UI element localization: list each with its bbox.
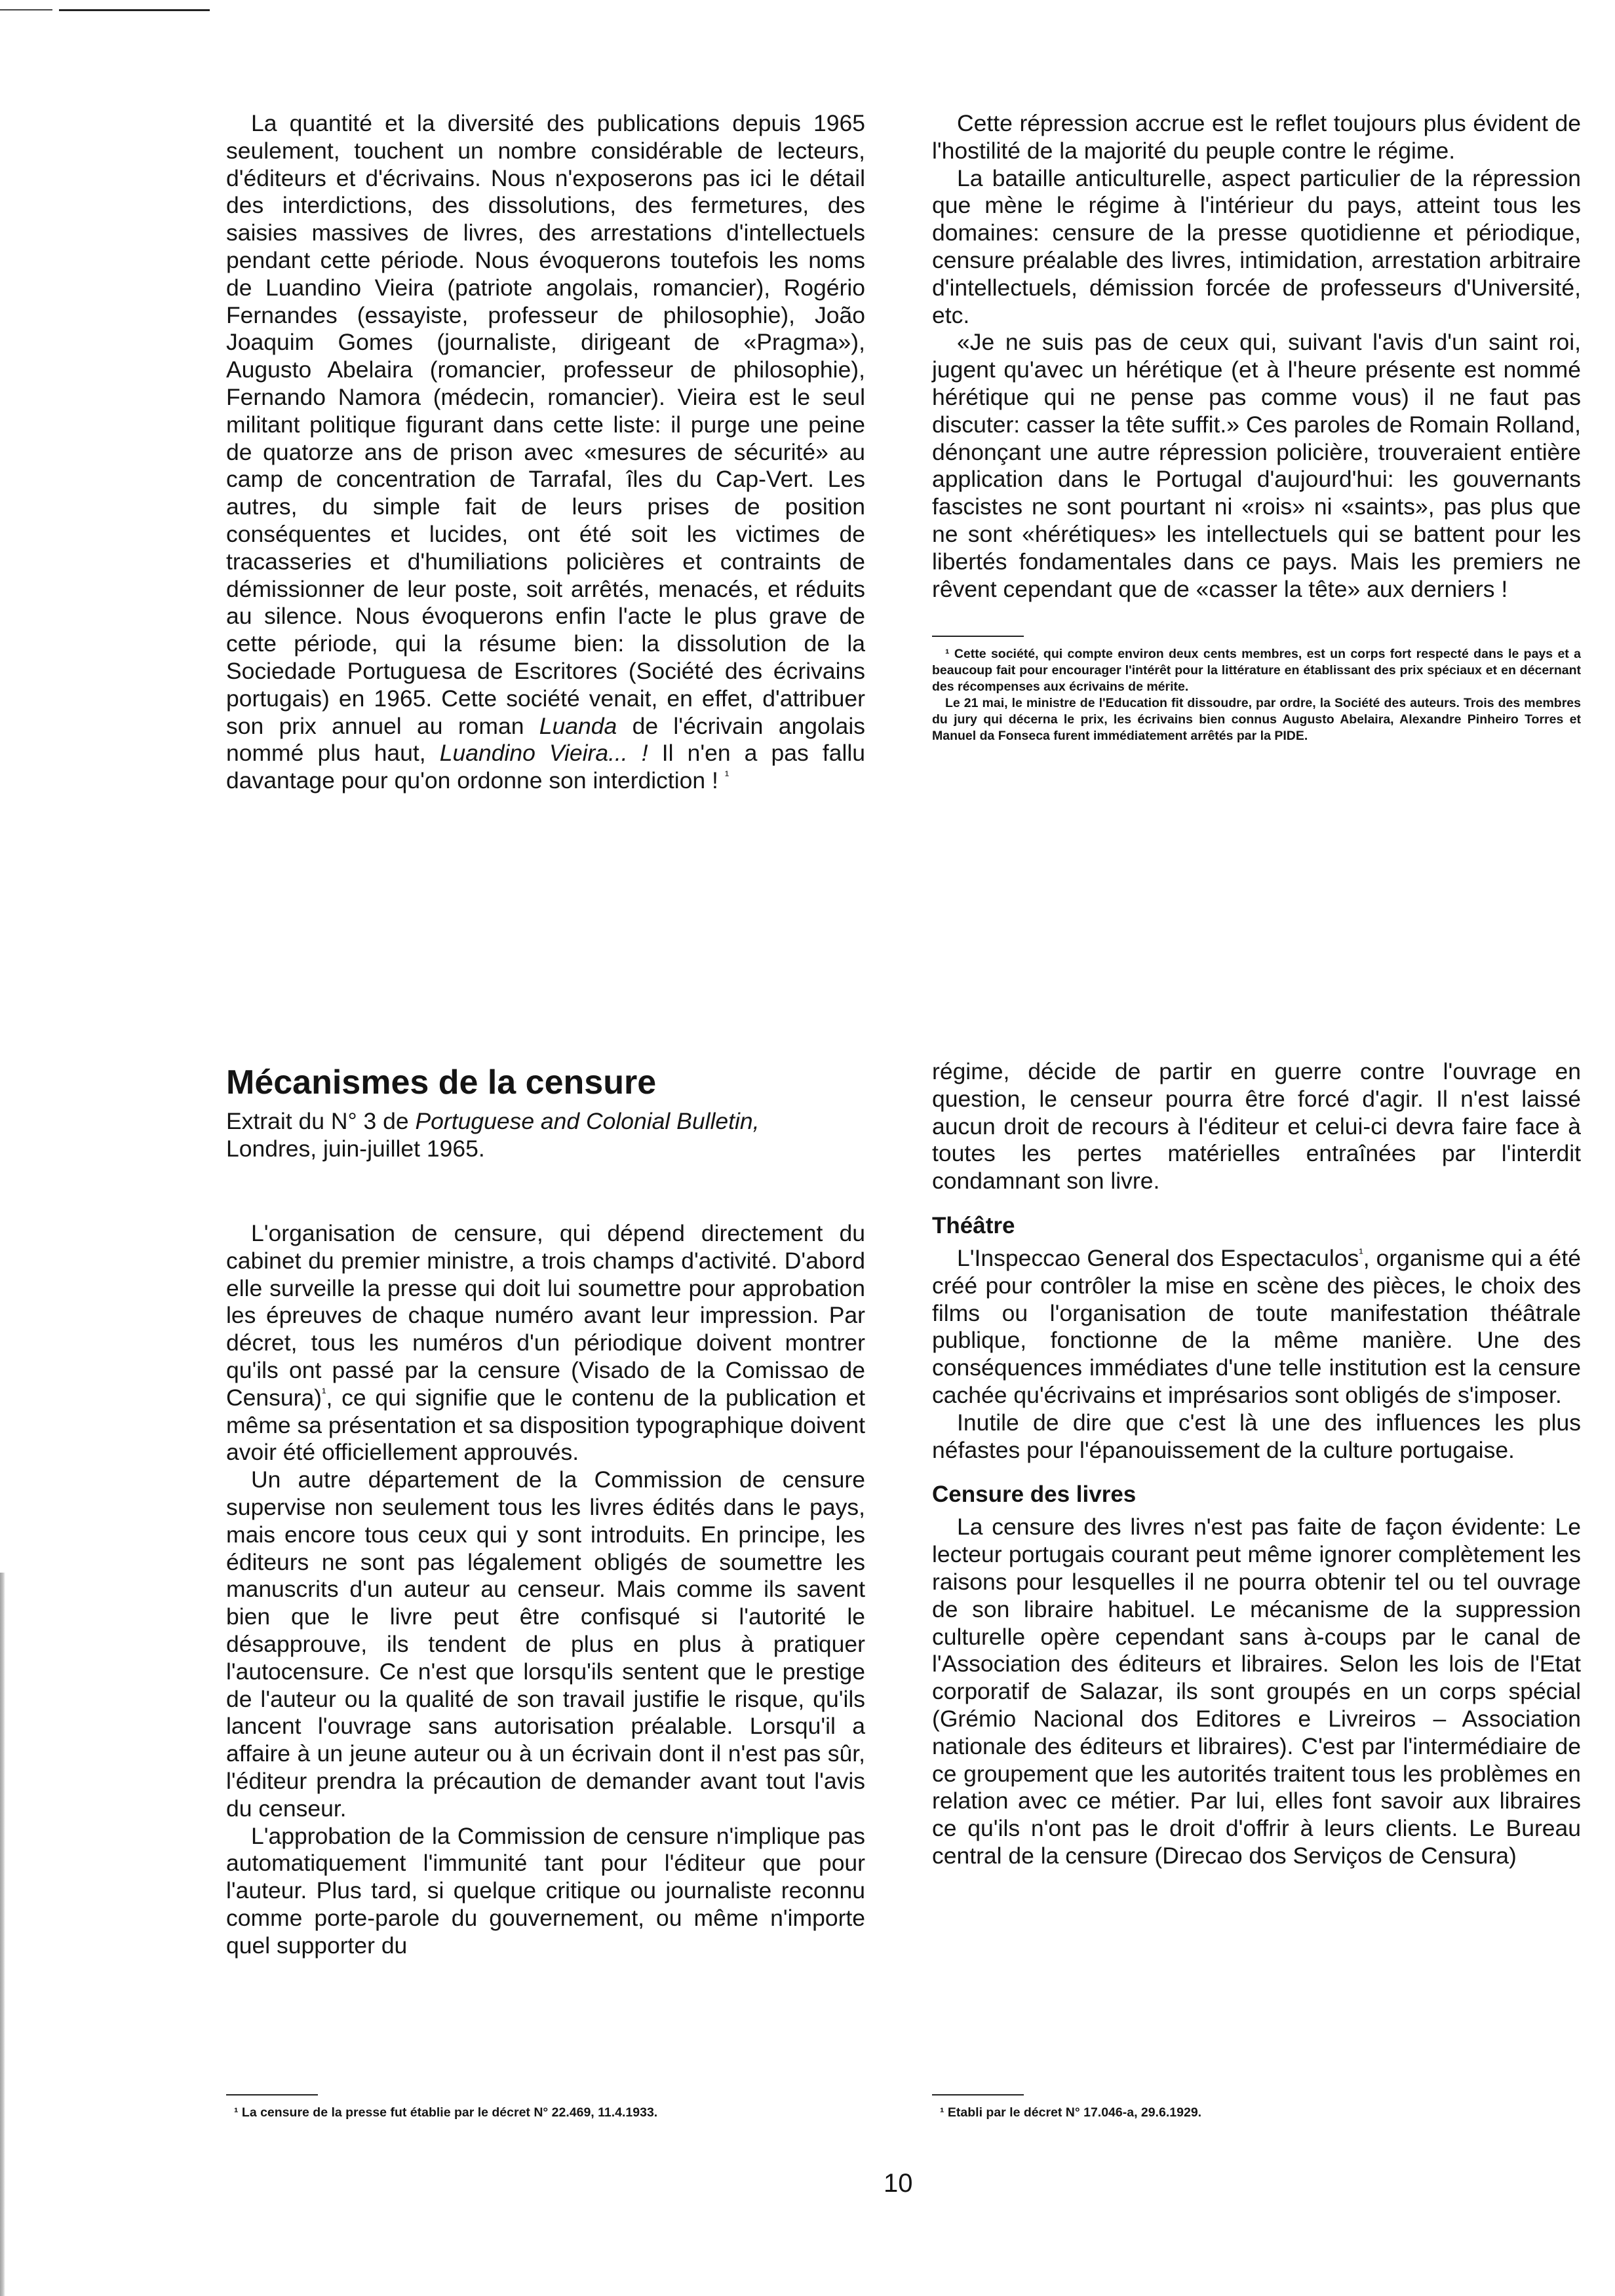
top-right-column	[932, 110, 1581, 744]
binding-shadow	[0, 1573, 5, 2296]
footnote-rule	[932, 636, 1024, 637]
bottom-right-column	[932, 1058, 1581, 1870]
section-subtitle: Extrait du N° 3 de Portuguese and Colonial Bulletin, Londres, juin-juillet 1965.	[226, 1108, 760, 1162]
footnote: ¹ La censure de la presse fut établie par le décret N° 22.469, 11.4.1933.	[234, 2105, 658, 2120]
paragraph: régime, décide de partir en guerre contre l'ouvrage en question, le censeur pourra être forcé d'agir. Il n'est laissé aucun droit de recours à l'éditeur et celui-ci devra faire face à toutes les pertes matérielles entraînées par l'interdit condamnant son livre.	[932, 1058, 1581, 1195]
footnote: ¹ Etabli par le décret N° 17.046-a, 29.6.1929.	[940, 2105, 1202, 2120]
paragraph: «Je ne suis pas de ceux qui, suivant l'avis d'un saint roi, jugent qu'avec un hérétique (et à l'heure présente est nommé hérétique qui ne pense pas comme vous) il ne faut pas discuter: casser la tête suffit.» Ces paroles de Romain Rolland, dénonçant une autre répression policière, trouveraient entière application dans le Portugal d'aujourd'hui: les gouvernants fascistes ne sont pourtant ni «rois» ni «saints», pas plus que ne sont «hérétiques» les intellectuels qui se battent pour les libertés fondamentales dans ce pays. Mais les premiers ne rêvent cependant que de «casser la tête» aux derniers !	[932, 329, 1581, 602]
paragraph: Un autre département de la Commission de censure supervise non seulement tous les livres édités dans le pays, mais encore tous ceux qui y sont introduits. En principe, les éditeurs ne sont pas légalement obligés de soumettre les manuscrits d'un auteur au censeur. Mais comme ils savent bien que le livre peut être confisqué si l'autorité le désapprouve, ils tendent de plus en plus à pratiquer l'autocensure. Ce n'est que lorsqu'ils sentent que le prestige de l'auteur ou la qualité de son travail justifie le risque, qu'ils lancent l'ouvrage sans autorisation préalable. Lorsqu'il a affaire à un jeune auteur ou à un écrivain dont il n'est pas sûr, l'éditeur prendra la précaution de demander avant tout l'avis du censeur.	[226, 1466, 865, 1822]
footnote: ¹ Cette société, qui compte environ deux cents membres, est un corps fort respecté dans le pays et a beaucoup fait pour encourager l'intérêt pour la littérature en établissant des prix spéciaux et en décernant des récompenses aux écrivains de mérite.	[932, 647, 1581, 695]
section-title: Mécanismes de la censure	[226, 1063, 657, 1101]
top-left-column	[226, 110, 865, 795]
page-number: 10	[884, 2169, 913, 2198]
paragraph: L'Inspeccao General dos Espectaculos$^{^1}$, organisme qui a été créé pour contrôler la mise en scène des pièces, le choix des films ou l'organisation de toute manifestation théâtrale publique, fonctionne de la même manière. Une des conséquences immédiates d'une telle institution est la censure cachée qu'écrivains et imprésarios sont obligés de s'imposer.	[932, 1244, 1582, 1408]
bottom-right-footnote-area	[932, 2094, 1581, 2121]
paragraph: La bataille anticulturelle, aspect particulier de la répression que mène le régime à l'intérieur du pays, atteint tous les domaines: censure de la presse quotidienne et périodique, censure préalable des livres, intimidation, arrestation arbitraire d'intellectuels, démission forcée de professeurs d'Université, etc.	[932, 164, 1581, 328]
paragraph: L'organisation de censure, qui dépend directement du cabinet du premier ministre, a trois champs d'activité. D'abord elle surveille la presse qui doit lui soumettre pour approbation les épreuves de chaque numéro avant leur impression. Par décret, tous les numéros d'un périodique doivent montrer qu'ils ont passé par la censure (Visado de la Comissao de Censura)$^{^1}$, ce qui signifie que le contenu de la publication et même sa présentation et sa disposition typographique doivent avoir été officiellement approuvés.	[226, 1220, 865, 1466]
scan-edge-rule	[0, 9, 52, 10]
bottom-left-footnote-area	[226, 2094, 865, 2121]
paragraph: Cette répression accrue est le reflet toujours plus évident de l'hostilité de la majorité du peuple contre le régime.	[932, 110, 1581, 164]
subheading-theatre: Théâtre	[932, 1212, 1015, 1238]
paragraph: La quantité et la diversité des publications depuis 1965 seulement, touchent un nombre considérable de lecteurs, d'éditeurs et d'écrivains. Nous n'exposerons pas ici le détail des interdictions, des dissolutions, des fermetures, des saisies massives de livres, des arrestations d'intellectuels pendant cette période. Nous évoquerons toutefois les noms de Luandino Vieira (patriote angolais, romancier), Rogério Fernandes (essayiste, professeur de philosophie), João Joaquim Gomes (journaliste, dirigeant de «Pragma»), Augusto Abelaira (romancier, professeur de philosophie), Fernando Namora (médecin, romancier). Vieira est le seul militant politique figurant dans cette liste: il purge une peine de quatorze ans de prison avec «mesures de sécurité» au camp de concentration de Tarrafal, îles du Cap-Vert. Les autres, du simple fait de leurs prises de position conséquentes et lucides, ont été soit les victimes de tracasseries et d'humiliations policières et contraints de démissionner de leur poste, soit arrêtés, menacés, et réduits au silence. Nous évoquerons enfin l'acte le plus grave de cette période, qui la résume bien: la dissolution de la Sociedade Portuguesa de Escritores (Société des écrivains portugais) en 1965. Cette société venait, en effet, d'attribuer son prix annuel au roman Luanda de l'écrivain angolais nommé plus haut, Luandino Vieira... ! Il n'en a pas fallu davantage pour qu'on ordonne son interdiction ! $^{^1}$	[226, 110, 865, 794]
paragraph: L'approbation de la Commission de censure n'implique pas automatiquement l'immunité tant pour l'éditeur que pour l'auteur. Plus tard, si quelque critique ou journaliste reconnu comme porte-parole du gouvernement, ou même n'importe quel supporter du	[226, 1822, 865, 1959]
bottom-left-column	[226, 1220, 865, 1960]
footnote: Le 21 mai, le ministre de l'Education fit dissoudre, par ordre, la Société des auteurs. Trois des membres du jury qui décerna le prix, les écrivains bien connus Augusto Abelaira, Alexandre Pinheiro Torres et Manuel da Fonseca furent immédiatement arrêtés par la PIDE.	[932, 696, 1581, 744]
top-rule	[59, 9, 210, 11]
paragraph: Inutile de dire que c'est là une des influences les plus néfastes pour l'épanouissement de la culture portugaise.	[932, 1409, 1581, 1463]
paragraph: La censure des livres n'est pas faite de façon évidente: Le lecteur portugais courant peut même ignorer complètement les raisons pour lesquelles il ne pourra obtenir tel ou tel ouvrage de son libraire habituel. Le mécanisme de la suppression culturelle opère cependant sans à-coups par le canal de l'Association des éditeurs et libraires. Selon les lois de l'Etat corporatif de Salazar, ils sont groupés en un corps spécial (Grémio Nacional dos Editores e Livreiros – Association nationale des éditeurs et libraires). C'est par l'intermédiaire de ce groupement que les autorités traitent tous les problèmes en relation avec ce métier. Par lui, elles font savoir aux libraires ce qu'ils n'ont pas le droit d'offrir à leurs clients. Le Bureau central de la censure (Direcao dos Serviços de Censura)	[932, 1514, 1581, 1869]
section-header	[226, 1063, 865, 1162]
subheading-livres: Censure des livres	[932, 1482, 1137, 1508]
footnote-rule	[932, 2094, 1024, 2095]
footnote-rule	[226, 2094, 318, 2095]
